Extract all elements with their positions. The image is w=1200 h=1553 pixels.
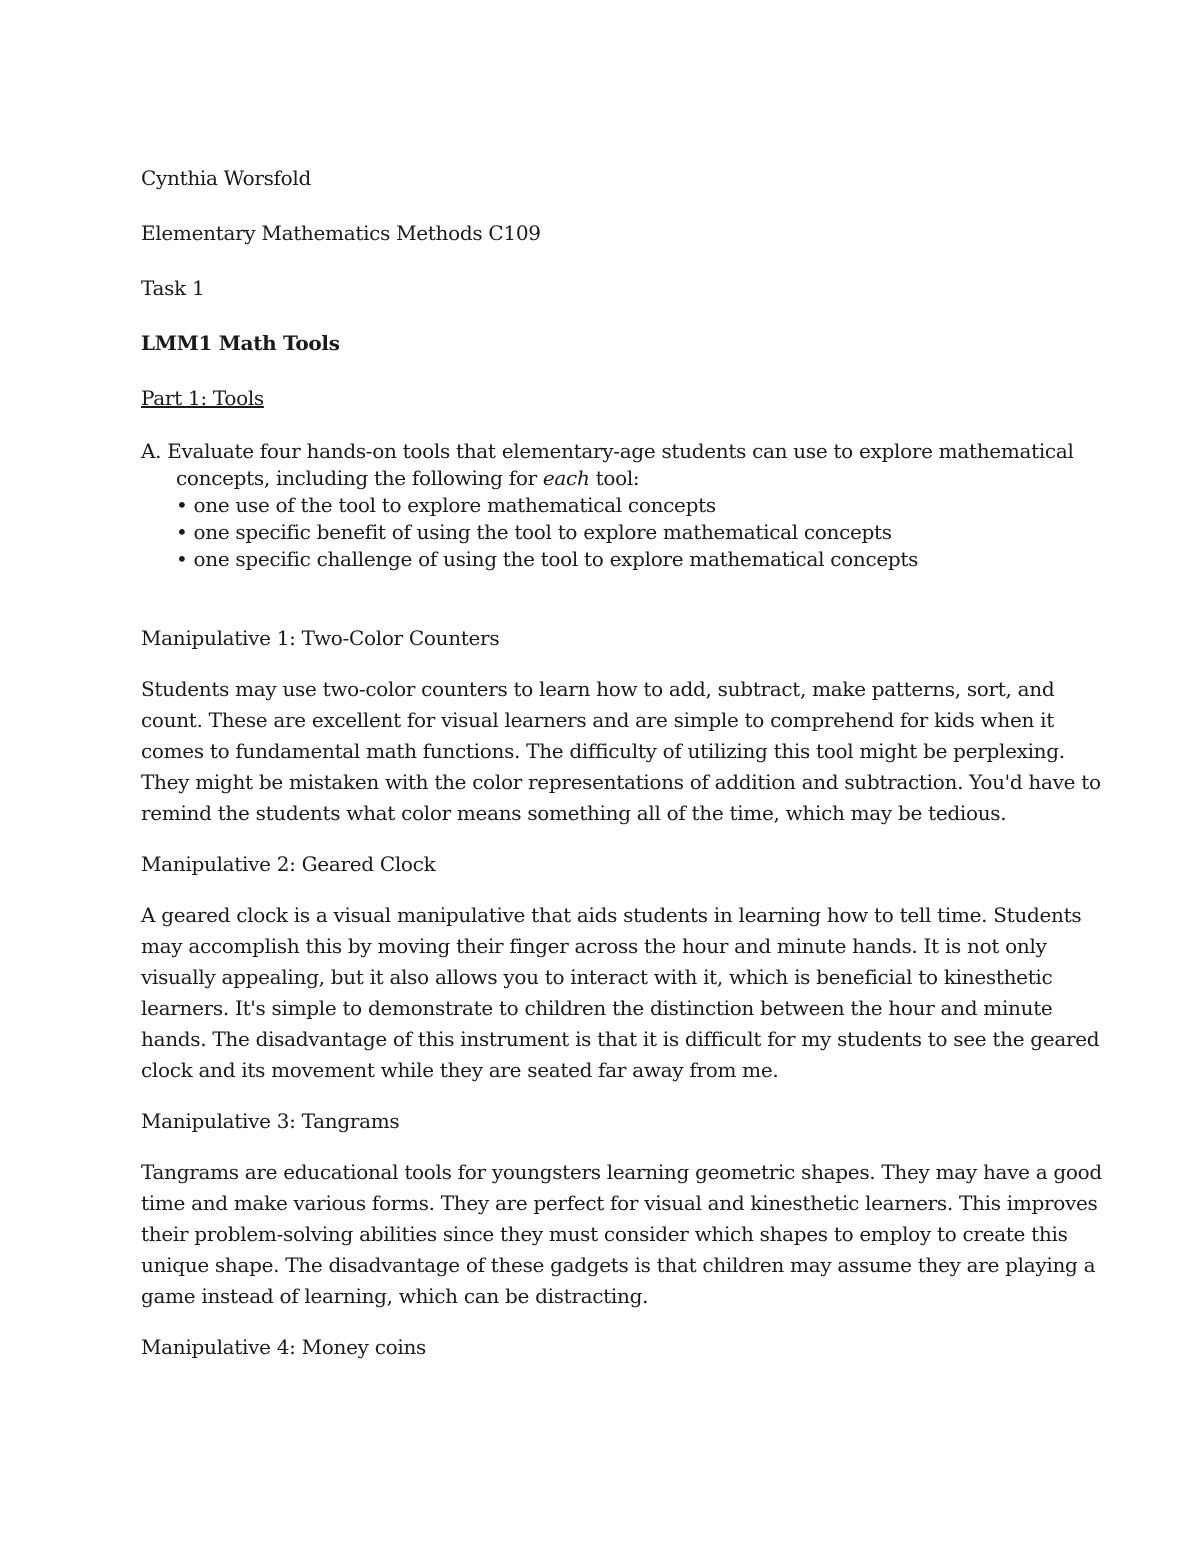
paragraph-line: unique shape. The disadvantage of these gadgets is that children may assume they are playing a: [141, 1253, 1096, 1277]
part-heading: Part 1: Tools: [141, 386, 264, 410]
paragraph-line: count. These are excellent for visual learners and are simple to comprehend for kids when it: [141, 708, 1054, 732]
paragraph-line: hands. The disadvantage of this instrument is that it is difficult for my students to see the geared: [141, 1027, 1100, 1051]
task-a-continuation: [141, 465, 1061, 492]
manipulative-1-section: [141, 623, 1101, 829]
bullet-text: one use of the tool to explore mathematical concepts: [193, 493, 716, 517]
paragraph-line: A geared clock is a visual manipulative that aids students in learning how to tell time. Students: [141, 903, 1082, 927]
paragraph-line: They might be mistaken with the color representations of addition and subtraction. You'd have to: [141, 770, 1101, 794]
list-item: [176, 546, 1061, 573]
task-a-bullet-list: [141, 492, 1061, 573]
bullet-text: one specific benefit of using the tool to explore mathematical concepts: [193, 520, 892, 544]
paragraph-line: visually appealing, but it also allows you to interact with it, which is beneficial to kinesthetic: [141, 965, 1053, 989]
paragraph-line: clock and its movement while they are seated far away from me.: [141, 1058, 779, 1082]
paragraph-line: remind the students what color means something all of the time, which may be tedious.: [141, 801, 1007, 825]
manipulative-1-paragraph: [141, 674, 1101, 829]
course-name: Elementary Mathematics Methods C109: [141, 221, 541, 245]
task-a-prompt: [141, 438, 1074, 573]
paragraph-line: Tangrams are educational tools for youngsters learning geometric shapes. They may have a good: [141, 1160, 1102, 1184]
paragraph-line: may accomplish this by moving their finger across the hour and minute hands. It is not only: [141, 934, 1047, 958]
paragraph-line: game instead of learning, which can be distracting.: [141, 1284, 649, 1308]
manipulative-1-heading: Manipulative 1: Two-Color Counters: [141, 626, 500, 650]
paragraph-line: Students may use two-color counters to learn how to add, subtract, make patterns, sort, and: [141, 677, 1055, 701]
manipulative-3-paragraph: [141, 1157, 1102, 1312]
bullet-icon: •: [176, 547, 188, 571]
manipulative-3-heading: Manipulative 3: Tangrams: [141, 1109, 400, 1133]
bullet-icon: •: [176, 493, 188, 517]
paragraph-line: time and make various forms. They are perfect for visual and kinesthetic learners. This improves: [141, 1191, 1098, 1215]
list-item: [176, 492, 1061, 519]
paragraph-line: their problem-solving abilities since they must consider which shapes to employ to create this: [141, 1222, 1068, 1246]
manipulative-2-heading: Manipulative 2: Geared Clock: [141, 852, 436, 876]
manipulative-2-paragraph: [141, 900, 1100, 1086]
document-page: [141, 163, 1102, 1383]
manipulative-4-section: [141, 1332, 1061, 1363]
list-item: [176, 519, 1061, 546]
manipulative-3-section: [141, 1106, 1102, 1312]
task-a-lead: A. Evaluate four hands-on tools that elementary-age students can use to explore mathematical: [141, 439, 1074, 463]
paragraph-line: learners. It's simple to demonstrate to children the distinction between the hour and minute: [141, 996, 1053, 1020]
manipulative-2-section: [141, 849, 1100, 1086]
manipulative-4-heading: Manipulative 4: Money coins: [141, 1335, 427, 1359]
bullet-text: one specific challenge of using the tool to explore mathematical concepts: [193, 547, 919, 571]
task-a-cont-emphasis: each: [542, 466, 590, 490]
task-a-cont-before: concepts, including the following for: [176, 466, 543, 490]
document-title: LMM1 Math Tools: [141, 331, 340, 355]
task-a-cont-after: tool:: [589, 466, 640, 490]
task-label: Task 1: [141, 276, 205, 300]
paragraph-line: comes to fundamental math functions. The difficulty of utilizing this tool might be perplexing.: [141, 739, 1065, 763]
bullet-icon: •: [176, 520, 188, 544]
author-name: Cynthia Worsfold: [141, 166, 311, 190]
